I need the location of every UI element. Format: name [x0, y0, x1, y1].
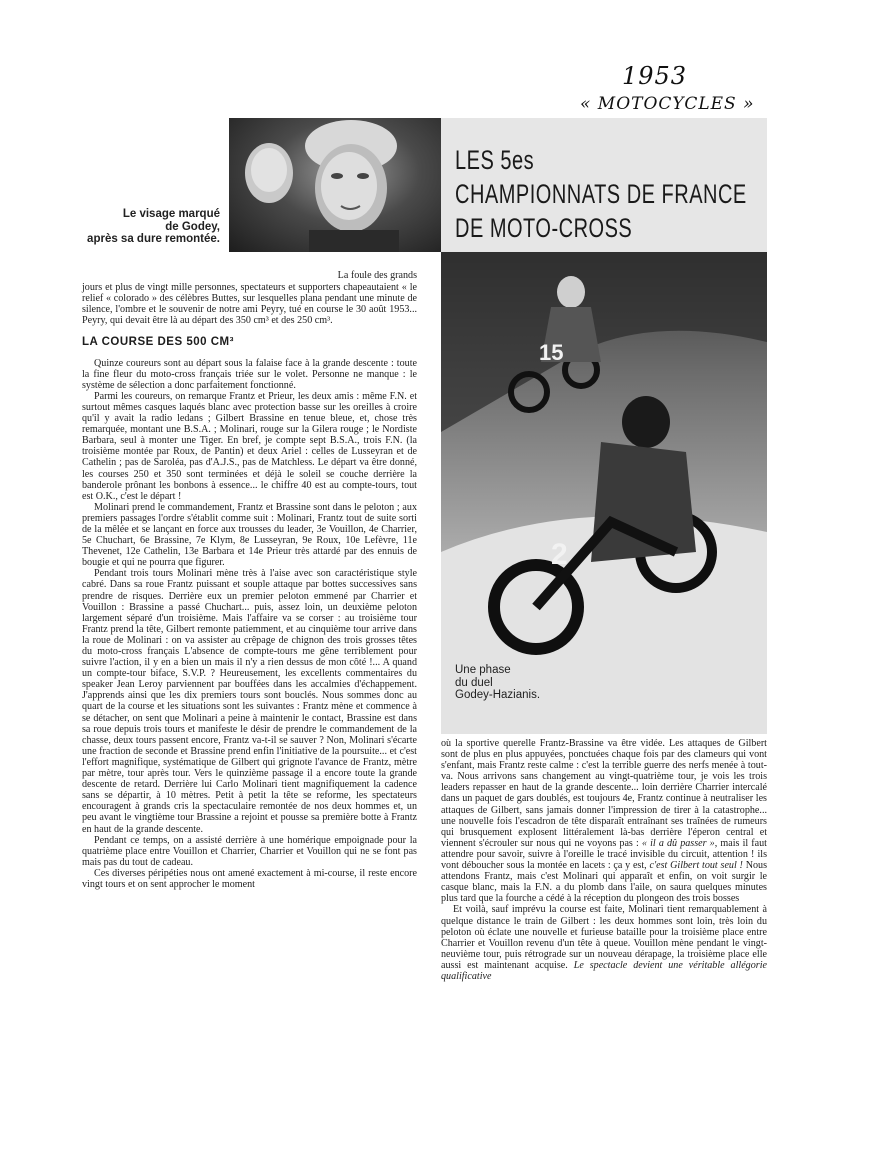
title-line-2: CHAMPIONNATS DE FRANCE	[455, 180, 747, 210]
article-paragraph: Parmi les coureurs, on remarque Frantz et Prieur, les deux amis : même F.N. et surtout mêmes casques laqués blanc avec protection basse sur les oreilles à croire qu'il y avait la radio ledans ; Gilbert Brassine en tenue bleue, et, chose très remarquée, montant une B.S.A. ; Molinari, rouge sur la Gilera rouge ; le Nordiste Barbara, seul à monter une Tiger. En bref, je compte sept B.S.A., trois F.N. (la troisième montée par Roux, de Pantin) et deux Ariel : celles de Lusseyran et de Cathelin ; pas de Saroléa, pas d'A.J.S., pas de Matchless. Le départ va être donné, les courses 250 et 350 sont terminées et déjà le soleil se couche derrière la banderole prônant les bonbons à essence... le chiffre 40 est au compte-tours, tout est O.K., c'est le départ !	[82, 390, 417, 502]
intro-paragraph: jours et plus de vingt mille personnes, spectateurs et supporters chapeautaient « le relief « colorado » des célèbres Buttes, sur lesquelles plana pendant une minute de silence, l'ombre et le souvenir de notre ami Peyry, tué en course le 30 août 1953... Peyry, qui devait être là au départ des 350 cm³ et des 250 cm³.	[82, 282, 417, 327]
article-paragraph: Ces diverses péripéties nous ont amené exactement à mi-course, il reste encore vingt tours et on sent approcher le moment	[82, 867, 417, 890]
handwritten-year: 1953	[622, 62, 688, 90]
caption-faces-line: de Godey,	[165, 220, 220, 233]
article-paragraph: Quinze coureurs sont au départ sous la falaise face à la grande descente : toute la fine fleur du moto-cross français triée sur le volet. Personne ne manque : le système de sélection a donc parfaitement fonctionné.	[82, 357, 417, 391]
intro-lead: La foule des grands	[337, 270, 417, 281]
race-illustration	[441, 252, 767, 734]
title-panel	[441, 118, 767, 252]
text-run: Et voilà, sauf imprévu la course est faite, Molinari tient remarquablement à quelque distance le train de Gilbert : les deux hommes sont loin, très loin du peloton où éclate une nouvelle et furieuse bataille pour la troisième place entre Charrier et Vouillon revenu d'un tête à queue. Vouillon mène pendant le vingt-neuvième tour, puis rétrograde sur un nouveau dérapage, la troisième place elle aussi est maintenant acquise.	[441, 904, 767, 971]
text-run: où la sportive querelle Frantz-Brassine va être vidée. Les attaques de Gilbert sont de plus en plus appuyées, ponctuées chaque fois par des clameurs qui vont s'enfant, mais Frantz reste calme : c'est la terrible guerre des nerfs menée à tout-va. Nous arrivons sans changement au vingt-quatrième tour, je vois les trois leaders repasser en haut de la grande descente... loin derrière Charrier intercalé dans un paquet de gars doublés, est toujours 4e, Frantz continue à neutraliser les attaques de Gilbert, sans jamais donner l'impression de tirer à la catastrophe... une nouvelle fois l'escadron de tête disparaît entraînant ses traînées de rumeurs qui brusquement explosent littéralement là-bas derrière l'éperon central et viennent s'écrouler sur nous qui ne voyons pas :	[441, 738, 767, 849]
photo-rider-faces	[229, 118, 441, 252]
article-column-left	[82, 270, 417, 890]
title-line-3: DE MOTO-CROSS	[455, 214, 633, 244]
caption-faces-line: Le visage marqué	[122, 208, 220, 220]
article-paragraph: Pendant ce temps, on a assisté derrière à une homérique empoignade pour la quatrième place entre Vouillon et Charrier, Charrier et Vouillon qui ne se font pas mais pas du tout de cadeau.	[82, 834, 417, 868]
caption-race-line: Une phase	[455, 664, 511, 676]
article-paragraph: Pendant trois tours Molinari mène très à l'aise avec son caractéristique style cabré. Dans sa roue Frantz puissant et souple attaque par bottes successives sans prendre de risques. Derrière eux un premier peloton emmené par Charrier et Vouillon : Brassine a passé Chuchart... puis, assez loin, un deuxième peloton largement séparé d'un troisième. Mais l'affaire va se corser : au troisième tour Frantz prend la tête, Gilbert remonte patiemment, et au cinquième tour arrive dans la roue de Molinari : on va assister au crêpage de chignon des trois grosses têtes du moto-cross français L'absence de compte-tours me gêne terriblement pour suivre l'action, il y en a bien un mais il n'y a rien dessus de mon côté !... A quand un compte-tour biface, S.V.P. ? Heureusement, les excellents commentaires du speaker Jean Leroy parviennent par bouffées dans les accalmies d'échappement. J'apprends ainsi que les dix premiers tours sont bouclés. Nous sommes donc au quart de la course et les situations sont les suivantes : Frantz mène et commence à se détacher, on sent que Molinari a peine à maintenir le contact, Brassine est dans sa roue depuis trois tours et manifeste le désir de prendre le commandement de la chasse, deux tours passent encore, Frantz va-t-il se sauver ? Non, Molinari s'écarte une fraction de seconde et Brassine prend enfin l'initiative de la poursuite... et c'est l'effort magnifique, systématique de Gilbert qui grignote l'avance de Frantz, mètre par mètre, tour après tour. Vers le quinzième passage il a encore toute la grande descente de retard. Derrière lui Carlo Molinari tient magnifiquement la cadence sans se départir, à 10 mètres. Petit à petit la tête se reforme, les spectateurs encouragent à grands cris la spectaculaire remontée de nos deux hommes et, un peu avant le vingtième tour Brassine a rejoint et pousse sa première botte à Frantz en haut de la grande descente.	[82, 568, 417, 835]
caption-race-line: Godey-Hazianis.	[455, 689, 541, 701]
text-run-italic: Le spectacle devient une véritable allégorie qualificative	[441, 959, 767, 982]
article-paragraph	[441, 904, 767, 982]
faces-illustration	[229, 118, 441, 252]
article-paragraph	[441, 738, 767, 904]
article-column-right	[441, 738, 767, 982]
photo-race	[441, 252, 767, 734]
text-run: Nous attendons Frantz, mais c'est Molinari qui apparaît et enfin, on voit surgir le casque blanc, mais la F.N. a du plomb dans l'aile, on saura quelques minutes plus tard que la fourche a cédé à la réception du plongeon des trois bosses	[441, 860, 767, 905]
caption-faces-line: après sa dure remontée.	[87, 233, 220, 245]
handwritten-source: « MOTOCYCLES »	[580, 94, 755, 114]
title-line-1: LES 5es	[455, 146, 535, 176]
caption-race	[455, 664, 540, 702]
text-run: , mais il faut attendre pour savoir, suivre à l'oreille le tracé invisible du circuit, attention ! ils vont déboucher sous la montée en lacets : ça y est,	[441, 837, 767, 872]
rider-number: 2	[551, 538, 568, 571]
text-run-italic: c'est Gilbert tout seul !	[649, 860, 743, 872]
rider-number: 15	[539, 340, 564, 365]
caption-race-line: du duel	[455, 676, 493, 689]
article-paragraph: Molinari prend le commandement, Frantz et Brassine sont dans le peloton ; aux premiers passages l'ordre s'établit comme suit : Molinari, Frantz tout de suite sorti de la mêlée et se lançant en force aux trousses du leader, 3e Vouillon, 4e Charrier, 5e Chuchart, 6e Brassine, 7e Klym, 8e Lusseyran, 9e Roux, 10e Lefèvre, 11e Thevenet, 12e Cathelin, 13e Barbara et 14e Prieur très attardé par des ennuis de bougie et qui ne pourra que figurer.	[82, 501, 417, 569]
caption-faces	[70, 208, 220, 246]
section-title: LA COURSE DES 500 CM³	[82, 336, 234, 349]
text-run-italic: « il a dû passer »	[641, 837, 715, 849]
